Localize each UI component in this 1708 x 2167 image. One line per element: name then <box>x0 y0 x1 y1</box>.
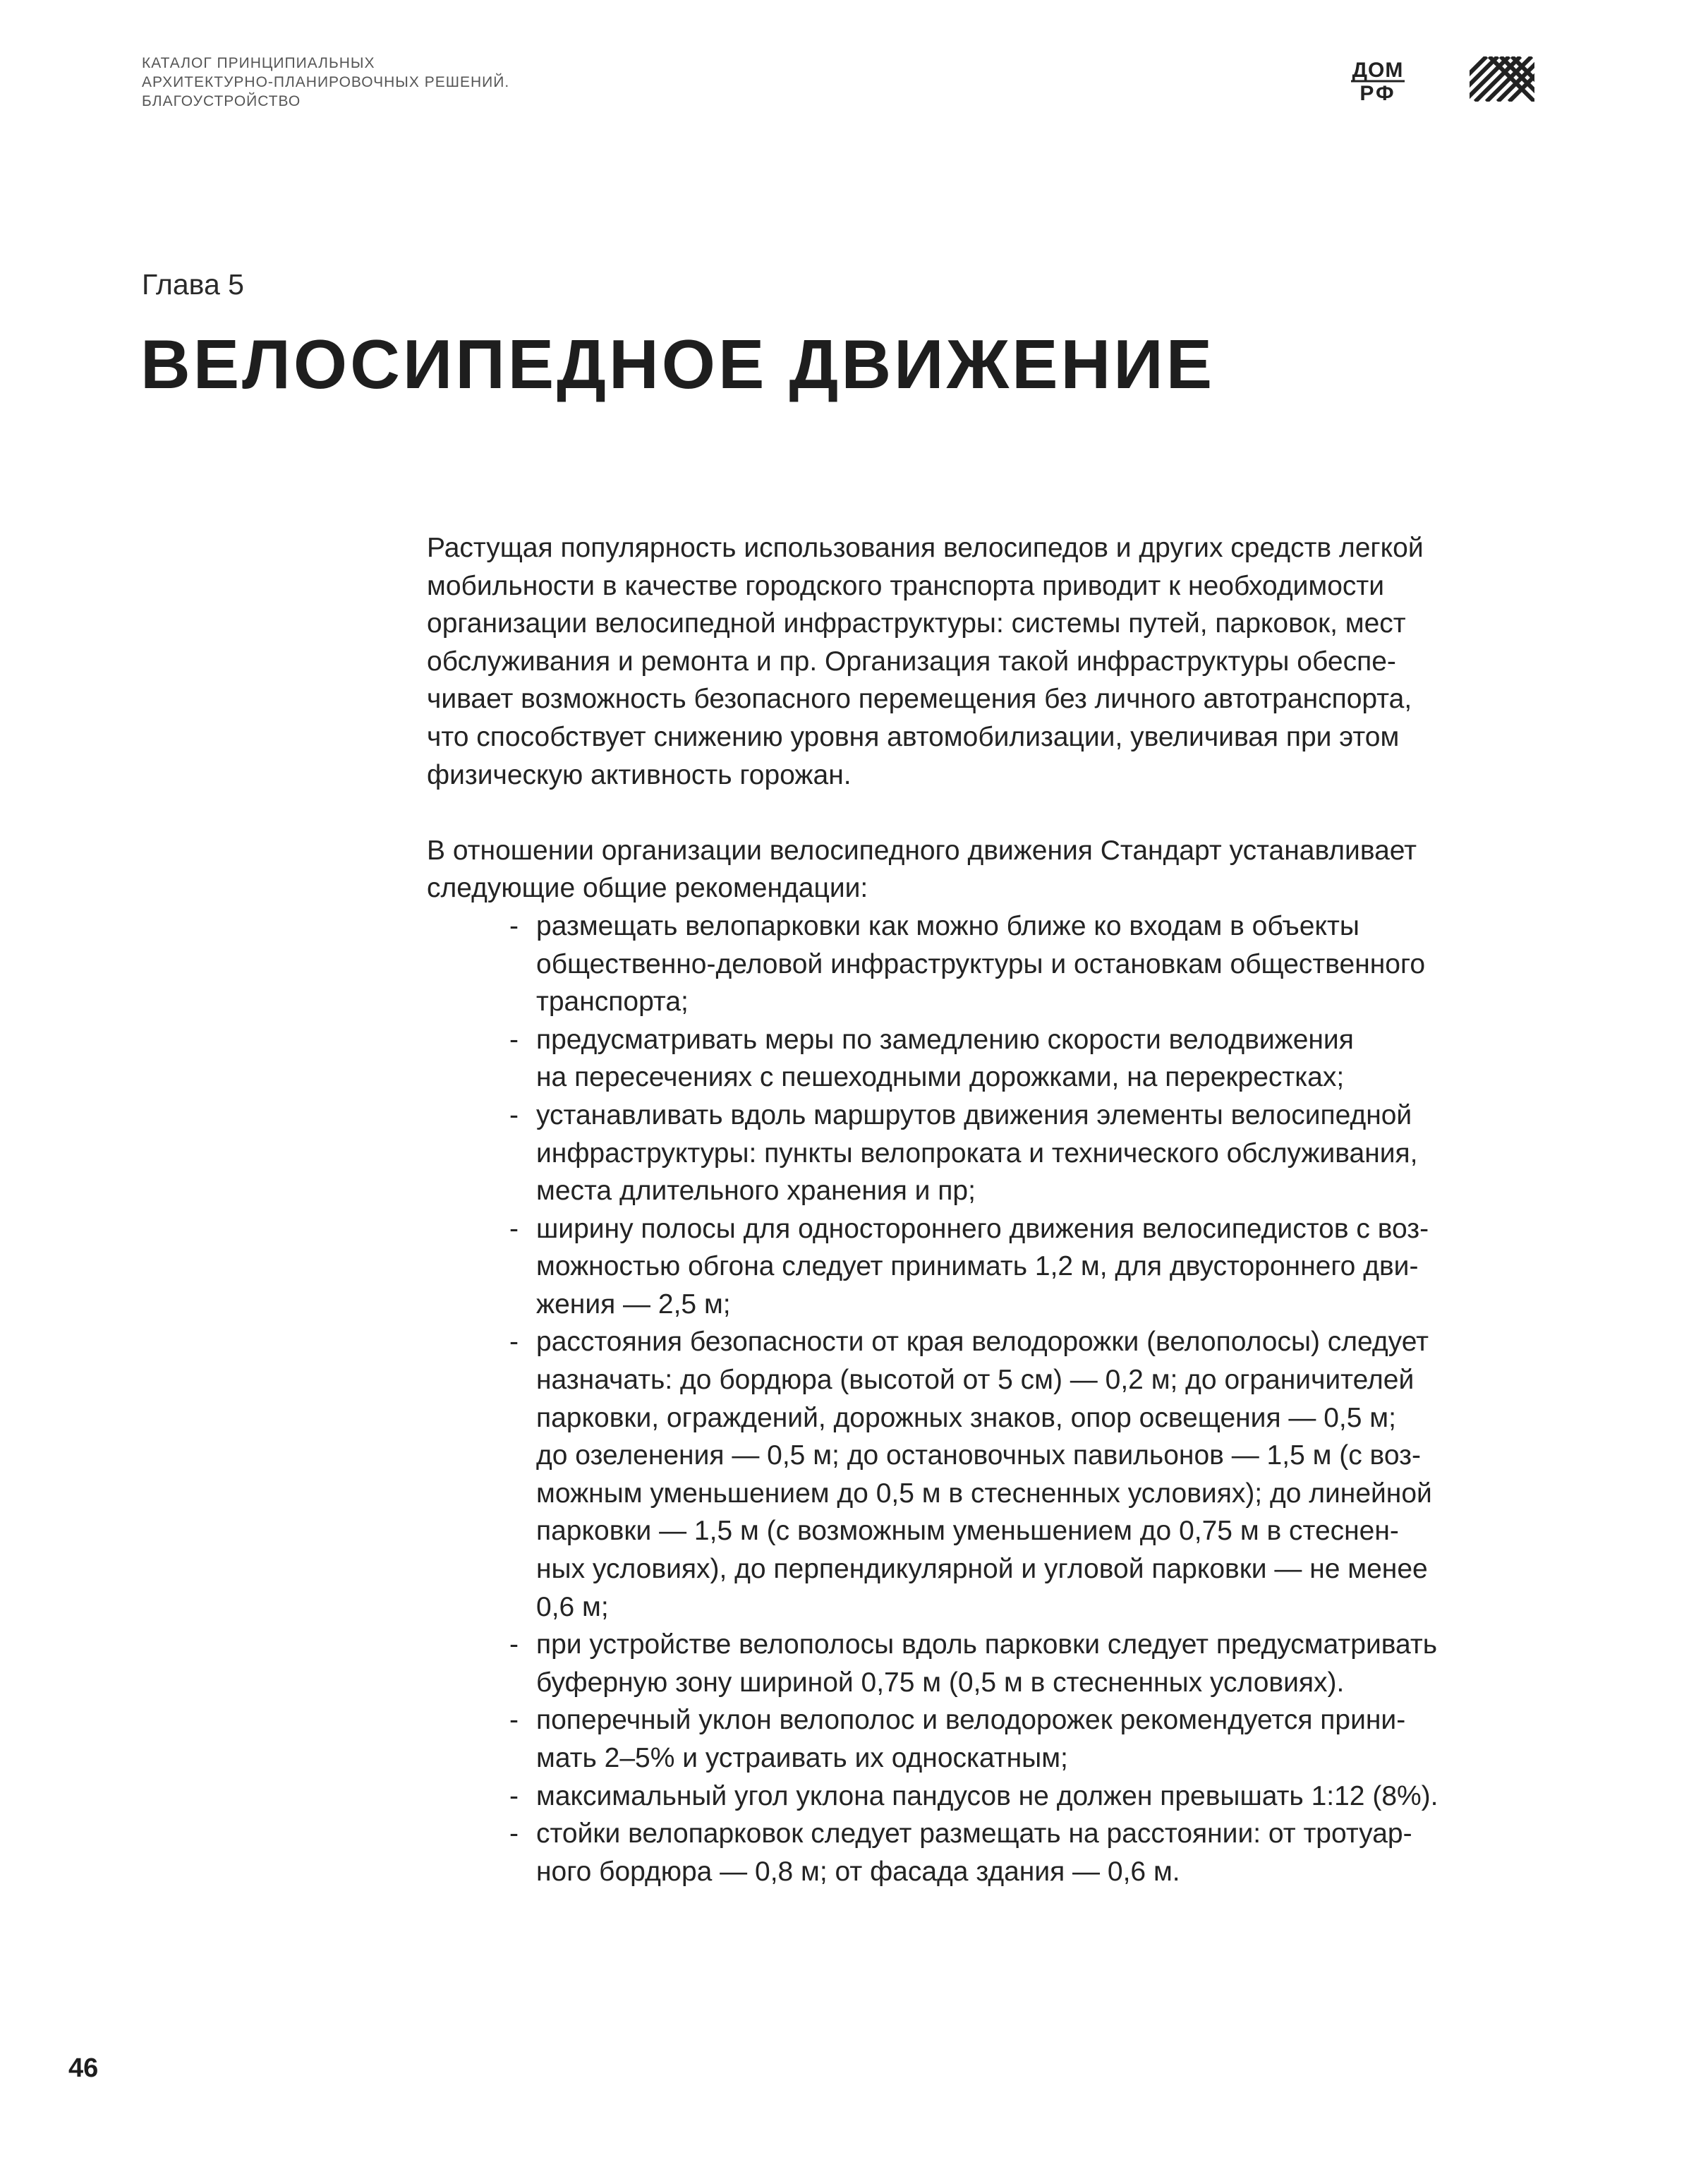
text-line: при устройстве велополосы вдоль парковки следует предусматривать <box>536 1629 1438 1660</box>
bullet-dash: - <box>509 1099 519 1130</box>
text-line: физическую активность горожан. <box>427 759 852 790</box>
list-item <box>509 1701 1527 1777</box>
text-line: ширину полосы для одностороннего движения велосипедистов с воз- <box>536 1213 1429 1244</box>
list-item <box>509 907 1527 1021</box>
text-line: общественно-деловой инфраструктуры и остановкам общественного <box>536 948 1426 979</box>
text-line: ных условиях), до перпендикулярной и угловой парковки — не менее <box>536 1554 1428 1585</box>
bullet-dash: - <box>509 1327 519 1358</box>
text-line: максимальный угол уклона пандусов не должен превышать 1:12 (8%). <box>536 1780 1439 1811</box>
chapter-title: ВЕЛОСИПЕДНОЕ ДВИЖЕНИЕ <box>140 325 1216 403</box>
catalog-header-line: КАТАЛОГ ПРИНЦИПИАЛЬНЫХ <box>142 55 375 71</box>
dom-rf-logo-top: ДОМ <box>1352 59 1404 82</box>
text-line: В отношении организации велосипедного движения Стандарт устанавливает <box>427 835 1417 866</box>
text-line: транспорта; <box>536 986 689 1018</box>
bullet-dash: - <box>509 1629 519 1660</box>
list-item <box>509 1021 1527 1097</box>
lead-paragraph <box>427 832 1527 907</box>
text-line: устанавливать вдоль маршрутов движения элементы велосипедной <box>536 1099 1412 1130</box>
text-line: стойки велопарковок следует размещать на расстоянии: от тротуар- <box>536 1818 1412 1849</box>
text-line: Растущая популярность использования велосипедов и других средств легкой <box>427 533 1424 563</box>
text-line: парковки — 1,5 м (с возможным уменьшением до 0,75 м в стеснен- <box>536 1516 1399 1547</box>
catalog-header-line: АРХИТЕКТУРНО-ПЛАНИРОВОЧНЫХ РЕШЕНИЙ. <box>142 74 510 90</box>
text-line: обслуживания и ремонта и пр. Организация такой инфраструктуры обеспе- <box>427 646 1396 677</box>
text-line: поперечный уклон велополос и велодорожек рекомендуется прини- <box>536 1705 1406 1736</box>
list-item <box>509 1626 1527 1701</box>
text-line: расстояния безопасности от края велодорожки (велополосы) следует <box>536 1327 1429 1358</box>
intro-paragraph <box>427 529 1527 794</box>
list-item <box>509 1210 1527 1324</box>
text-line: места длительного хранения и пр; <box>536 1176 976 1207</box>
text-line: следующие общие рекомендации: <box>427 873 868 904</box>
text-line: предусматривать меры по замедлению скорости велодвижения <box>536 1024 1354 1055</box>
text-line: инфраструктуры: пункты велопроката и технического обслуживания, <box>536 1137 1418 1169</box>
text-line: мать 2–5% и устраивать их односкатным; <box>536 1743 1068 1773</box>
text-line: парковки, ограждений, дорожных знаков, опор освещения — 0,5 м; <box>536 1402 1396 1433</box>
text-line: организации велосипедной инфраструктуры: системы путей, парковок, мест <box>427 608 1406 639</box>
text-line: размещать велопарковки как можно ближе ко входам в объекты <box>536 910 1359 941</box>
body-text <box>427 529 1527 1890</box>
catalog-header <box>142 54 720 111</box>
bullet-dash: - <box>509 1024 519 1055</box>
bullet-dash: - <box>509 1213 519 1244</box>
text-line: до озеленения — 0,5 м; до остановочных павильонов — 1,5 м (с воз- <box>536 1440 1421 1471</box>
text-line: буферную зону шириной 0,75 м (0,5 м в стесненных условиях). <box>536 1667 1345 1698</box>
text-line: мобильности в качестве городского транспорта приводит к необходимости <box>427 570 1385 601</box>
chapter-label: Глава 5 <box>142 268 244 301</box>
page-number: 46 <box>68 2053 99 2083</box>
bullet-dash: - <box>509 910 519 941</box>
bullet-dash: - <box>509 1705 519 1736</box>
text-line: чивает возможность безопасного перемещения без личного автотранспорта, <box>427 684 1412 715</box>
bullet-dash: - <box>509 1780 519 1811</box>
text-line: 0,6 м; <box>536 1591 609 1622</box>
text-line: на пересечениях с пешеходными дорожками, на перекрестках; <box>536 1062 1345 1093</box>
dom-rf-logo-bottom: РФ <box>1359 82 1396 103</box>
recommendations-list <box>427 907 1527 1890</box>
text-line: можным уменьшением до 0,5 м в стесненных условиях); до линейной <box>536 1478 1432 1509</box>
text-line: можностью обгона следует принимать 1,2 м, для двустороннего дви- <box>536 1251 1419 1282</box>
text-line: назначать: до бордюра (высотой от 5 см) — 0,2 м; до ограничителей <box>536 1365 1415 1396</box>
bullet-dash: - <box>509 1818 519 1849</box>
list-item <box>509 1777 1527 1816</box>
list-item <box>509 1097 1527 1210</box>
catalog-header-line: БЛАГОУСТРОЙСТВО <box>142 93 301 109</box>
text-line: что способствует снижению уровня автомобилизации, увеличивая при этом <box>427 721 1400 752</box>
list-item <box>509 1323 1527 1626</box>
diagonal-pattern-logo-icon <box>1470 56 1534 102</box>
text-line: жения — 2,5 м; <box>536 1288 731 1320</box>
list-item <box>509 1815 1527 1890</box>
dom-rf-logo <box>1349 56 1407 103</box>
text-line: ного бордюра — 0,8 м; от фасада здания — 0,6 м. <box>536 1856 1180 1887</box>
